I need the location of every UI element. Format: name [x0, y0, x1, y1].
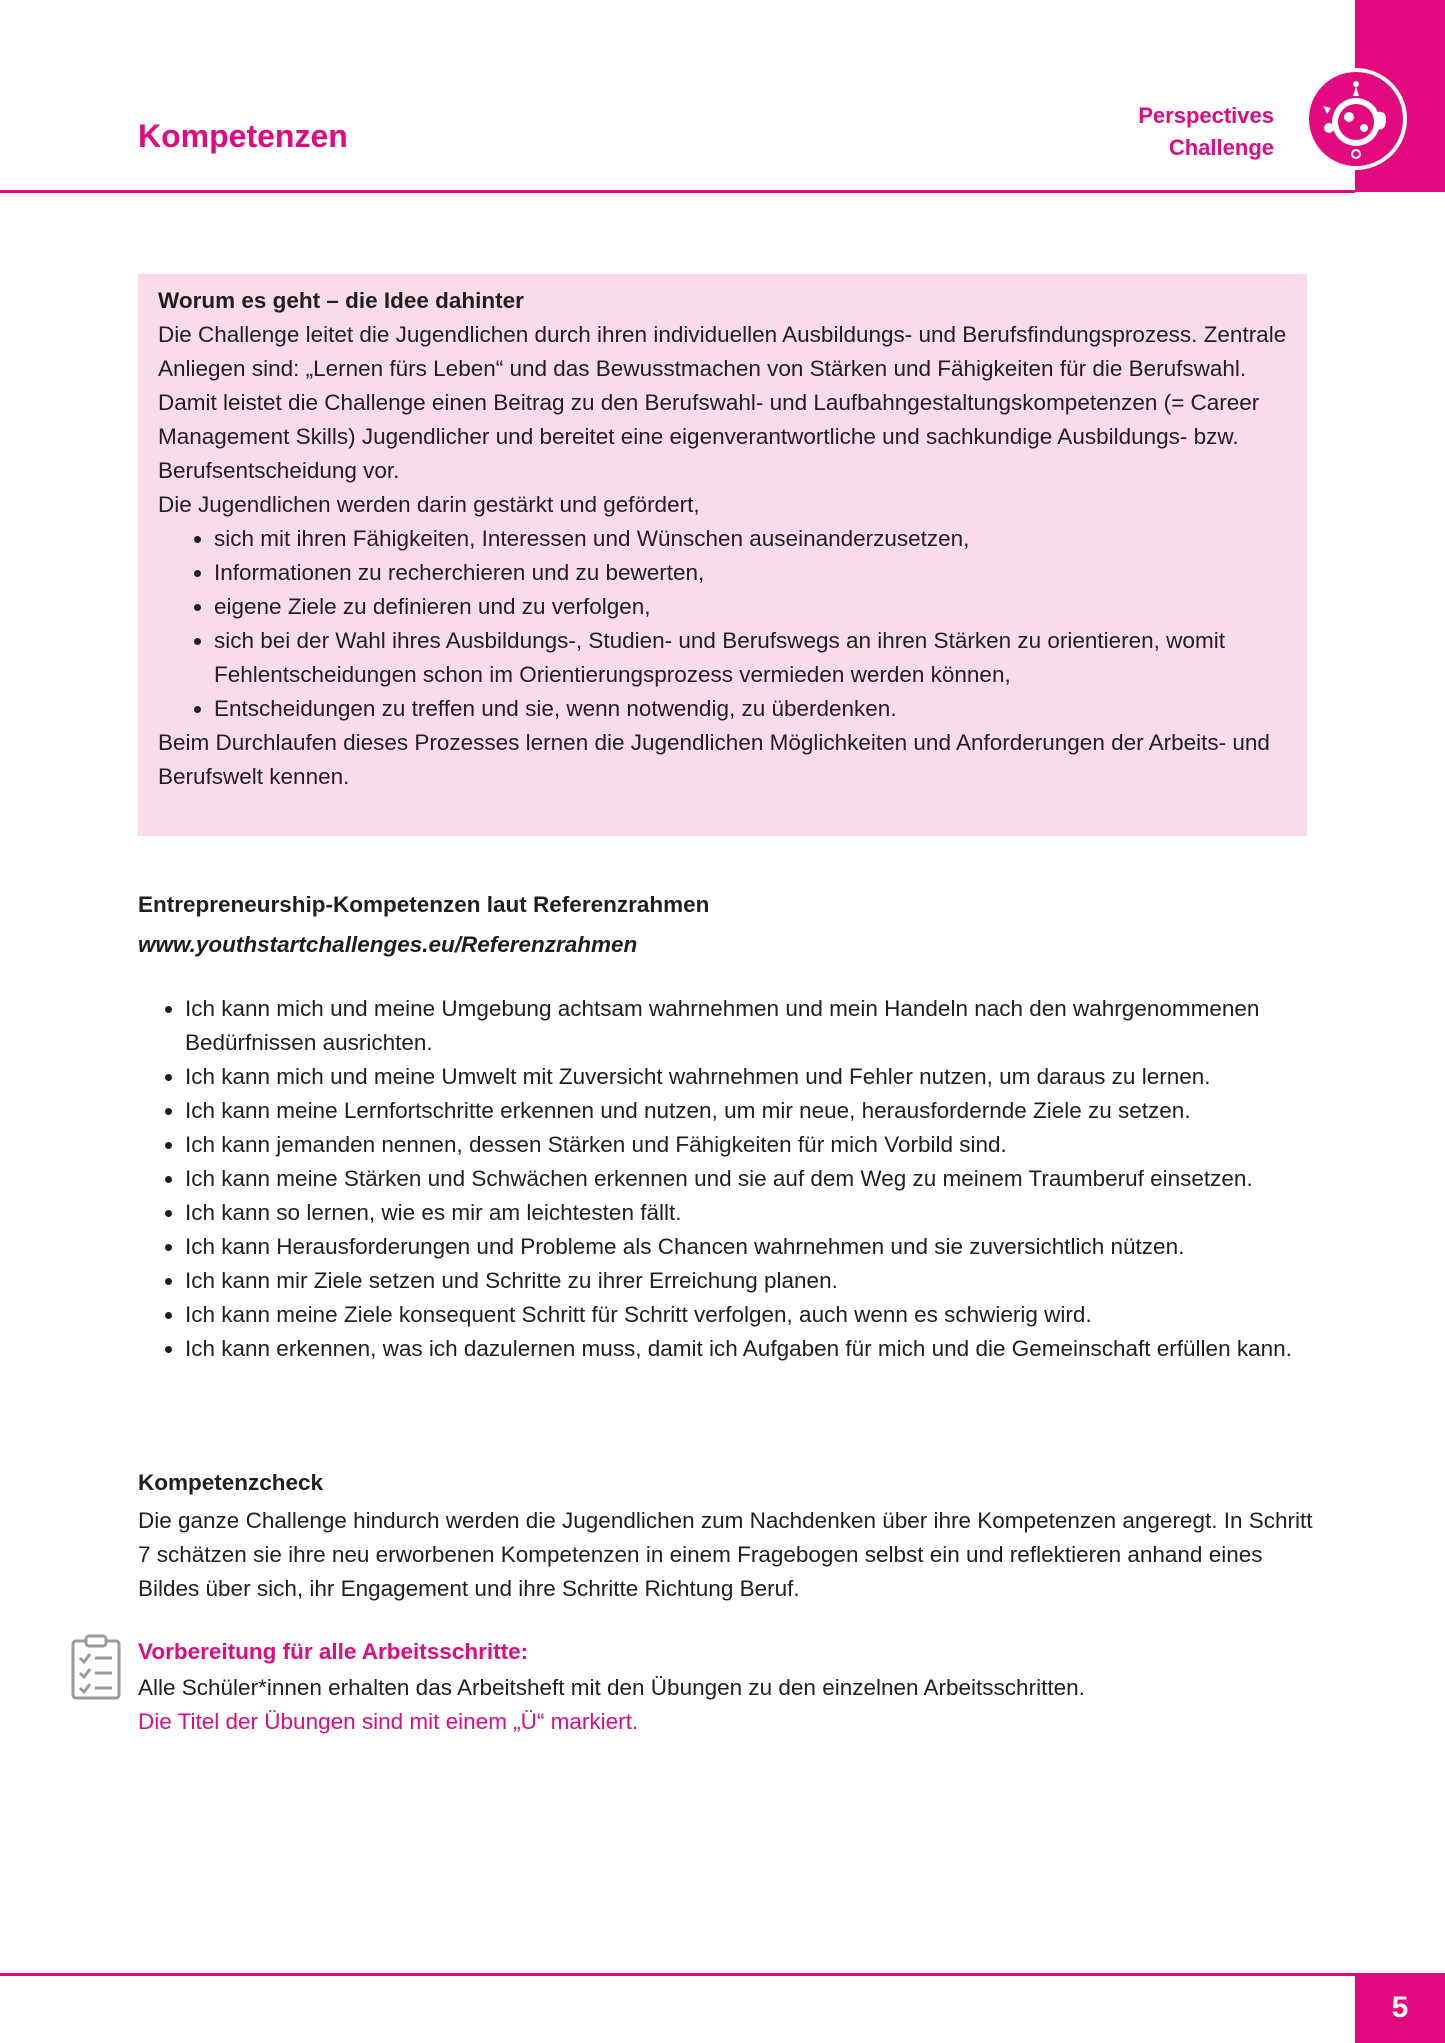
list-item: • Ich kann mir Ziele setzen und Schritte zu ihrer Erreichung planen. — [185, 1264, 1313, 1298]
list-item: • Ich kann jemanden nennen, dessen Stärken und Fähigkeiten für mich Vorbild sind. — [185, 1128, 1313, 1162]
header-divider — [0, 190, 1355, 193]
idea-closing: Beim Durchlaufen dieses Prozesses lernen die Jugendlichen Möglichkeiten und Anforderungen der Arbeits- und Berufswelt kennen. — [158, 730, 1270, 789]
brand-name — [1138, 100, 1274, 164]
competence-list — [138, 992, 1313, 1366]
kompetenzcheck-text: Die ganze Challenge hindurch werden die Jugendlichen zum Nachdenken über ihre Kompetenzen angeregt. In Schritt 7 schätzen sie ihre neu erworbenen Kompetenzen in einem Fragebogen selbst ein und reflektieren anhand eines Bildes über sich, ihr Engagement und ihre Schritte Richtung Beruf. — [138, 1508, 1313, 1601]
idea-paragraph-3: Die Jugendlichen werden darin gestärkt und gefördert, — [158, 492, 700, 517]
list-item: • Ich kann Herausforderungen und Probleme als Chancen wahrnehmen und sie zuversichtlich nützen. — [185, 1230, 1313, 1264]
kompetenzcheck-heading: Kompetenzcheck — [138, 1470, 324, 1495]
preparation-text: Alle Schüler*innen erhalten das Arbeitsheft mit den Übungen zu den einzelnen Arbeitsschritten. — [138, 1675, 1085, 1700]
list-item: • Ich kann mich und meine Umgebung achtsam wahrnehmen und mein Handeln nach den wahrgenommenen Bedürfnissen ausrichten. — [185, 992, 1313, 1060]
clipboard-checklist-icon — [70, 1633, 122, 1701]
idea-paragraph-2: Damit leistet die Challenge einen Beitrag zu den Berufswahl- und Laufbahngestaltungskompetenzen (= Career Management Skills) Jugendlicher und bereitet eine eigenverantwortliche und sachkundige Ausbildungs- bzw. Berufsentscheidung vor. — [158, 390, 1260, 483]
list-item: • Entscheidungen zu treffen und sie, wenn notwendig, zu überdenken. — [214, 692, 1287, 726]
list-item: • Ich kann so lernen, wie es mir am leichtesten fällt. — [185, 1196, 1313, 1230]
list-item: • Informationen zu recherchieren und zu bewerten, — [214, 556, 1287, 590]
list-item: • Ich kann mich und meine Umwelt mit Zuversicht wahrnehmen und Fehler nutzen, um daraus zu lernen. — [185, 1060, 1313, 1094]
list-item: • Ich kann meine Ziele konsequent Schritt für Schritt verfolgen, auch wenn es schwierig wird. — [185, 1298, 1313, 1332]
list-item: • Ich kann meine Lernfortschritte erkennen und nutzen, um mir neue, herausfordernde Ziele zu setzen. — [185, 1094, 1313, 1128]
idea-paragraph-1: Die Challenge leitet die Jugendlichen durch ihren individuellen Ausbildungs- und Berufsfindungsprozess. Zentrale Anliegen sind: „Lernen fürs Leben“ und das Bewusstmachen von Stärken und Fähigkeiten für die Berufswahl. — [158, 322, 1287, 381]
kompetenzcheck-section — [138, 1466, 1313, 1606]
list-item: • Ich kann erkennen, was ich dazulernen muss, damit ich Aufgaben für mich und die Gemeinschaft erfüllen kann. — [185, 1332, 1313, 1366]
idea-heading: Worum es geht – die Idee dahinter — [158, 288, 524, 313]
brand-line-1: Perspectives — [1138, 103, 1274, 128]
preparation-section — [138, 1635, 1313, 1739]
entrepreneurship-section — [138, 888, 1313, 1366]
preparation-heading: Vorbereitung für alle Arbeitsschritte: — [138, 1639, 529, 1664]
page-title: Kompetenzen — [138, 118, 348, 154]
idea-bullet-list — [158, 522, 1287, 726]
list-item: • Ich kann meine Stärken und Schwächen erkennen und sie auf dem Weg zu meinem Traumberuf einsetzen. — [185, 1162, 1313, 1196]
list-item: • eigene Ziele zu definieren und zu verfolgen, — [214, 590, 1287, 624]
entrepreneurship-heading: Entrepreneurship-Kompetenzen laut Referenzrahmen — [138, 892, 710, 917]
list-item: • sich mit ihren Fähigkeiten, Interessen und Wünschen auseinanderzusetzen, — [214, 522, 1287, 556]
reference-url-link[interactable]: www.youthstartchallenges.eu/Referenzrahmen — [138, 932, 638, 957]
preparation-note: Die Titel der Übungen sind mit einem „Ü“ markiert. — [138, 1709, 639, 1734]
footer-divider — [0, 1973, 1355, 1976]
page-number: 5 — [1355, 1973, 1445, 2043]
idea-box — [138, 274, 1307, 836]
list-item: • sich bei der Wahl ihres Ausbildungs-, Studien- und Berufswegs an ihren Stärken zu orientieren, womit Fehlentscheidungen schon im Orientierungsprozess vermieden werden können, — [214, 624, 1287, 692]
globe-logo-icon — [1305, 68, 1407, 170]
brand-line-2: Challenge — [1168, 135, 1274, 160]
